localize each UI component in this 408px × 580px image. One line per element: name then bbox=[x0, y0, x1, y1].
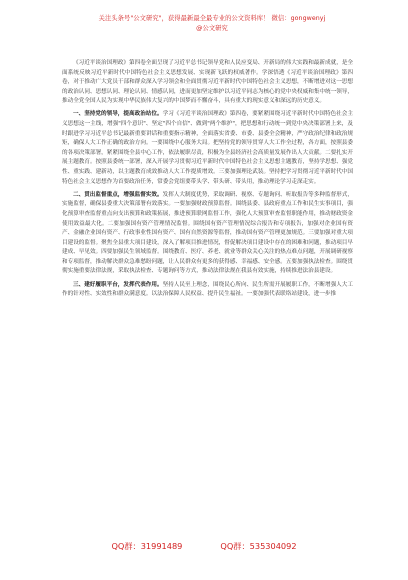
footer-qq-group-2: QQ群：535304092 bbox=[220, 541, 297, 551]
header-banner-line-1: 关注头条号"公文研究"，获得最新最全最专业的公文资料库！ 微信：gongwenyj bbox=[98, 15, 326, 22]
footer-qq-group-1: QQ群：31991489 bbox=[111, 541, 183, 551]
header-banner-line-2: @公文研究 bbox=[196, 25, 228, 32]
header-banner bbox=[62, 14, 362, 34]
section-3-paragraph bbox=[62, 281, 353, 300]
section-1-paragraph bbox=[62, 110, 353, 187]
footer-qq-groups bbox=[0, 540, 408, 552]
section-3-heading: 三、建好履职平台，发挥代表作用。 bbox=[73, 281, 163, 288]
section-1-heading: 一、坚持党的领导，提高政治站位。 bbox=[73, 111, 163, 118]
document-body bbox=[62, 59, 353, 303]
intro-paragraph: 《习近平谈治国理政》第四卷全面呈现了习近平总书记领导党和人民应变局、开新局的伟大实践和最新成就，是全面系统反映习近平新时代中国特色社会主义思想发展、实现新飞跃的权威著作。学深悟透《习近平谈治国理政》第四卷，对于推动广大党员干部和群众深入学习领会和全面贯彻习近平新时代中国特色社会主义思想，不断增进对这一思想的政治认同、思想认同、理论认同、情感认同，进而更加坚定维护以习近平同志为核心的党中央权威和集中统一领导，推动全党全国人民为实现中华民族伟大复兴的中国梦而不懈奋斗，具有重大的现实意义和深远的历史意义。 bbox=[62, 60, 353, 105]
section-2-paragraph bbox=[62, 191, 353, 277]
section-2-heading: 二、贯出监督重点，增强监督实效。 bbox=[73, 191, 163, 198]
section-1-text: 学习《习近平谈治国理政》第四卷，要紧紧围绕习近平新时代中国特色社会主义思想这一主线，增强"四个意识"、坚定"四个自信"、做到"两个维护"，把思想和行动统一到党中央决策部署上来，及时跟进学习习近平总书记最新重要讲话和重要指示精神，全面落实省委、市委、县委全会精神，严守政治纪律和政治规矩，确保人大工作正确的政治方向。一要围绕中心服务大局。把坚持党的领导贯穿人大工作全过程，各方面，按照县委的各项决策部署，紧紧围绕全县中心工作，依法履职尽责，积极为全县经济社会高质量发展作出人大贡献。二要扎实开展主题教育。按照县委统一部署，深入开展学习贯彻习近平新时代中国特色社会主义思想主题教育，坚持学思想、强党性、重实践、建新功，以主题教育成效推动人大工作提质增效。三要加强理论武装。坚持把学习贯彻习近平新时代中国特色社会主义思想作为首要政治任务，常委会党组要带头学、带头研、带头用，推动理论学习走深走实。 bbox=[62, 111, 353, 185]
section-3-text: 坚持人民至上理念，围绕民心所向、民生所需开展履职工作，不断增强人大工作的针对性、实效性和群众满意度。以法治保障人民权益、提升民生福祉。一要加强代表联络站建设，进一步推 bbox=[62, 281, 353, 298]
section-2-text: 发挥人大制度优势，采取调研、视察、专题询问、听取报告等多种监督形式，实施监督，确保县委重大决策部署有效落实。一要加强财政预算监督。围绕县委、县政府重点工作和民生实事项目，强化预算审查监督重点向支出预算和政策拓展，推进预算联网监督工作，强化人大预算审查监督职能作用，推动财政资金使用效益最大化。二要加强国有资产管理情况监督。围绕国有资产管理情况综合报告和专项报告，加强对企业国有资产、金融企业国有资产、行政事业性国有资产、国有自然资源等监督，推动国有资产管理更加规范。三要加强对重大项目建设的监督。聚焦全县重大项目建设，深入了解项目推进情况，督促解决项目建设中存在的困难和问题，推动项目早建成、早见效。四要加强民生领域监督。围绕教育、医疗、养老、就业等群众关心关注的热点难点问题，开展调研视察和专项监督，推动解决群众急难愁盼问题，让人民群众有更多的获得感、幸福感、安全感。五要加强执法检查。围绕贯彻实施重要法律法规，采取执法检查、专题询问等方式，推动法律法规在我县有效实施，持续推进法治县建设。 bbox=[62, 191, 353, 275]
